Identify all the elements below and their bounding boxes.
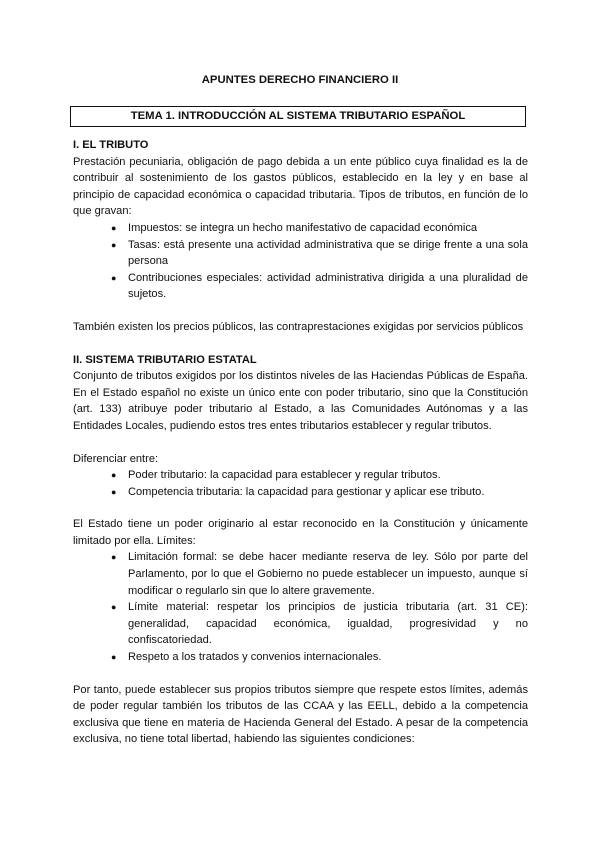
bullet-icon: ● [111, 652, 117, 663]
bullet-icon: ● [111, 222, 117, 233]
list-item: ● Impuestos: se integra un hecho manifestativo de capacidad económica [73, 220, 528, 237]
section-heading-tributo: I. EL TRIBUTO [73, 139, 149, 151]
list-item: ● Límite material: respetar los principios de justicia tributaria (art. 31 CE): generalidad, capacidad económica, igualdad, progresividad y no confiscatoriedad. [111, 601, 528, 647]
bullet-icon: ● [111, 552, 117, 563]
tributo-definition: Prestación pecuniaria, obligación de pago debida a un ente público cuya finalidad es la de contribuir al sostenimiento de los gastos públicos, establecido en la ley y en base al principio de capacidad económica o capacidad tributaria. Tipos de tributos, en función de lo que gravan: [73, 155, 528, 218]
tributo-types-list [73, 220, 528, 303]
list-item: ● Respeto a los tratados y convenios internacionales. [73, 649, 528, 666]
document-body [73, 137, 528, 748]
diferenciar-list [73, 467, 528, 500]
list-item: ● Competencia tributaria: la capacidad para gestionar y aplicar ese tributo. [73, 484, 528, 501]
sistema-definition: Conjunto de tributos exigidos por los distintos niveles de las Haciendas Públicas de España. En el Estado español no existe un único ente con poder tributario, sino que la Constitución (art. 133) atribuye poder tributario al Estado, a las Comunidades Autónomas y a las Entidades Locales, pudiendo estos tres entes tributarios establecer y regular tributos. [73, 370, 528, 432]
bullet-icon: ● [111, 602, 117, 613]
tema-title-box: TEMA 1. INTRODUCCIÓN AL SISTEMA TRIBUTARIO ESPAÑOL [70, 106, 526, 127]
limites-list [73, 549, 528, 665]
list-item: ● Poder tributario: la capacidad para establecer y regular tributos. [73, 467, 528, 484]
list-item: ● Contribuciones especiales: actividad administrativa dirigida a una pluralidad de sujetos. [111, 271, 528, 301]
bullet-icon: ● [111, 486, 117, 497]
list-item: ● Limitación formal: se debe hacer mediante reserva de ley. Sólo por parte del Parlamento, por lo que el Gobierno no puede establecer un impuesto, aunque sí modificar o regularlo sin que lo altere gravemente. [111, 551, 528, 597]
conclusion-text: Por tanto, puede establecer sus propios tributos siempre que respete estos límites, además de poder regular también los tributos de las CCAA y las EELL, debido a la competencia exclusiva que tiene en materia de Hacienda General del Estado. A pesar de la competencia exclusiva, no tiene total libertad, habiendo las siguientes condiciones: [73, 683, 528, 746]
diferenciar-label: Diferenciar entre: [73, 452, 159, 465]
bullet-icon: ● [111, 470, 117, 481]
bullet-icon: ● [111, 272, 117, 283]
list-item: ● Tasas: está presente una actividad administrativa que se dirige frente a una sola persona [111, 238, 528, 268]
document-title: APUNTES DERECHO FINANCIERO II [201, 74, 399, 86]
section-heading-sistema: II. SISTEMA TRIBUTARIO ESTATAL [73, 353, 257, 366]
poder-originario-text: El Estado tiene un poder originario al estar reconocido en la Constitución y únicamente limitado por ella. Límites: [73, 518, 528, 547]
precios-publicos-note: También existen los precios públicos, las contraprestaciones exigidas por servicios públicos [73, 320, 524, 333]
bullet-icon: ● [111, 239, 117, 250]
